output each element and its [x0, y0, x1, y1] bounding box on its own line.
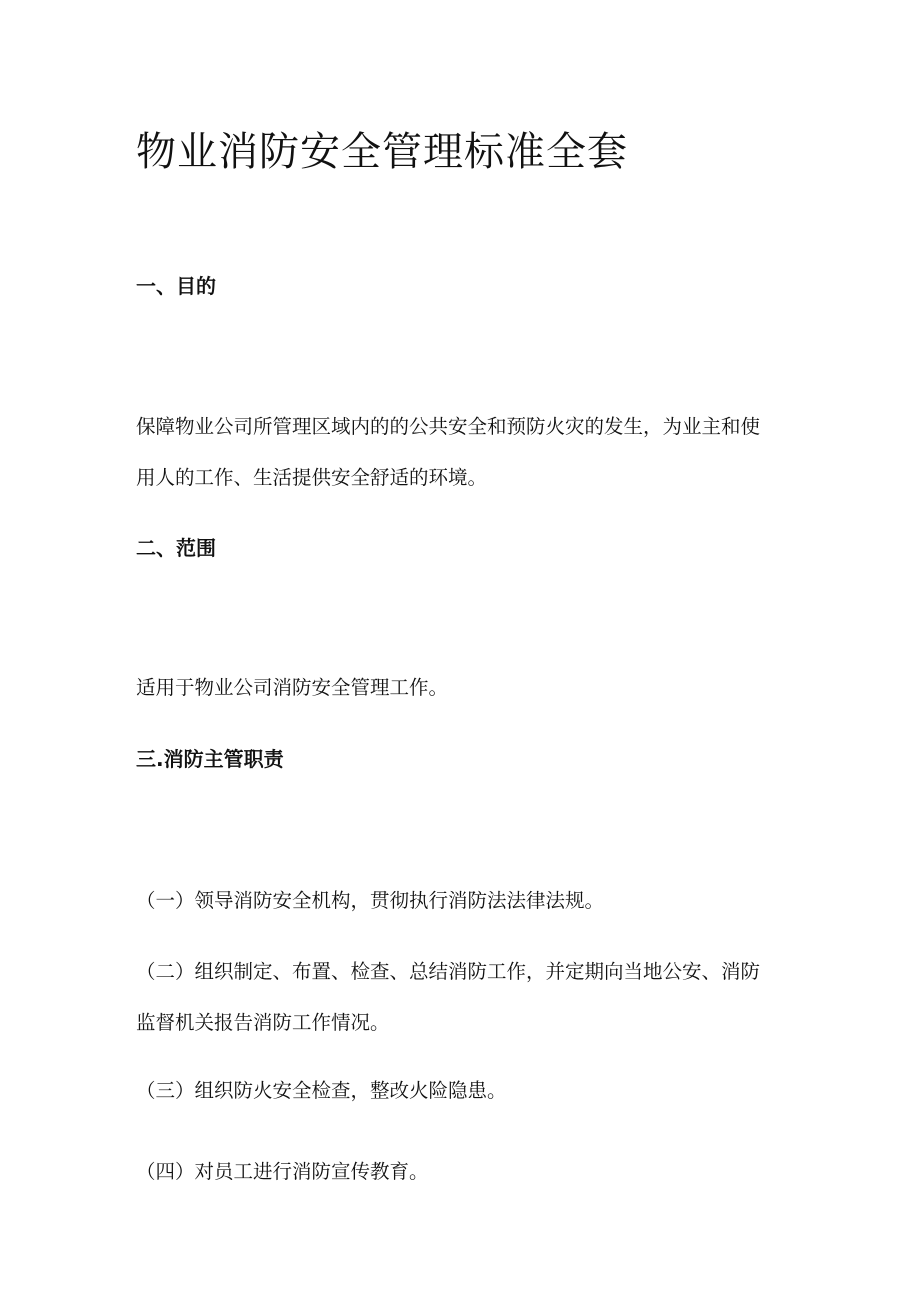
paragraph-line: 监督机关报告消防工作情况。 [136, 1011, 390, 1034]
duty-item-3 [136, 1065, 796, 1116]
section-heading-purpose: 一、目的 [136, 274, 216, 298]
section-heading-duties: 三.消防主管职责 [136, 747, 284, 771]
section-heading-scope: 二、范围 [136, 536, 216, 560]
paragraph-line: （二）组织制定、布置、检查、总结消防工作，并定期向当地公安、消防 [136, 960, 761, 983]
paragraph-line: 保障物业公司所管理区域内的的公共安全和预防火灾的发生，为业主和使 [136, 415, 761, 438]
duty-item-1 [136, 875, 796, 926]
paragraph-purpose [136, 401, 796, 503]
duty-item-4 [136, 1146, 796, 1197]
duty-item-2 [136, 946, 796, 1048]
paragraph-line: （三）组织防火安全检查，整改火险隐患。 [136, 1079, 507, 1102]
paragraph-scope [136, 662, 796, 713]
paragraph-line: 适用于物业公司消防安全管理工作。 [136, 676, 449, 699]
paragraph-line: （四）对员工进行消防宣传教育。 [136, 1160, 429, 1183]
paragraph-line: 用人的工作、生活提供安全舒适的环境。 [136, 466, 488, 489]
document-title: 物业消防安全管理标准全套 [136, 129, 628, 175]
paragraph-line: （一）领导消防安全机构，贯彻执行消防法法律法规。 [136, 889, 605, 912]
